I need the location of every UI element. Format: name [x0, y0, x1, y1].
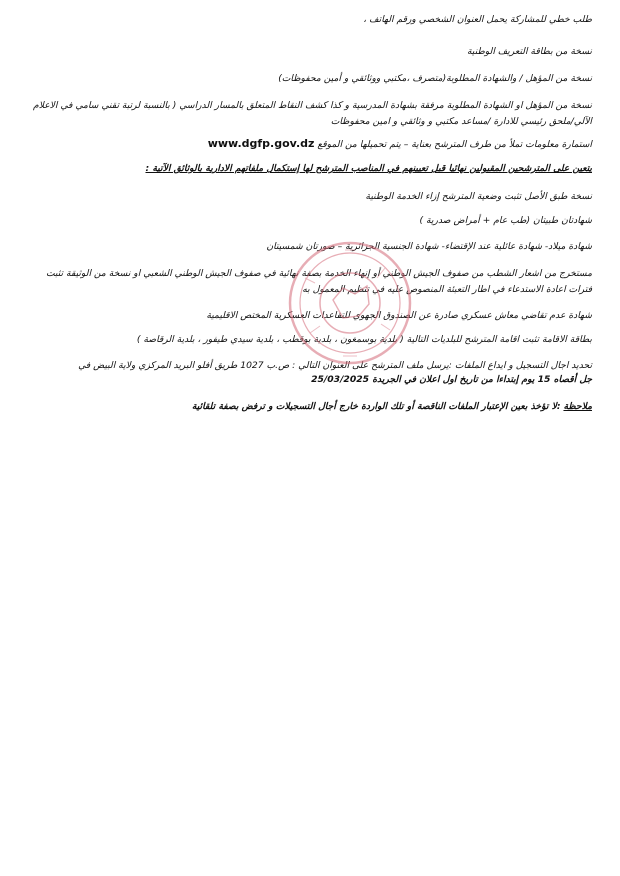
note-text: :لا تؤخذ بعين الإعتبار الملفات الناقصة أو تلك الواردة خارج أجال التسجيلات و ترفض بصفة تلقائية [191, 401, 561, 412]
deadline-duration: جل أقصاه 15 يوم إبتداءا من تاريخ اول اعلان في الجريدة 25/03/2025 [311, 374, 592, 385]
section-heading-final-documents: يتعين على المترشحين المقبولين نهائيا قبل تعيينهم في المناصب المترشح لها إستكمال ملفاتهم الادارية بالوثائق الآتية : [145, 163, 592, 174]
document-no-military-pension: شهادة عدم تقاضي معاش عسكري صادرة عن الصندوق الجهوي للتقاعدات العسكرية المختص الاقليمية [206, 310, 592, 321]
document-medical-certificates: شهادتان طبيتان (طب عام + أمراض صدرية ) [419, 215, 592, 226]
official-stamp-icon [285, 238, 415, 368]
deadline-submission: تحديد اجال التسجيل و ايداع الملفات :يرسل ملف المترشح على العنوان التالي : ص.ب 1027 طريق أفلو البريد المركزي ولاية البيض في [78, 360, 592, 371]
document-national-service: نسخة طبق الأصل تثبت وضعية المترشح إزاء الخدمة الوطنية [365, 191, 592, 202]
requirement-qualification: نسخة من المؤهل / والشهادة المطلوبة(متصرف ،مكتبي ووثائقي و أمين محفوظات) [278, 73, 592, 84]
document-residence-card: بطاقة الاقامة تثبت اقامة المترشح للبلديات التالية ( بلدية بوسمغون ، بلدية بوقطب ، بلدية سيدي طيفور ، بلدية الرقاصة ) [136, 334, 592, 345]
website-link[interactable]: www.dgfp.gov.dz [207, 137, 315, 150]
note-label: ملاحظة [563, 401, 592, 412]
note [192, 401, 592, 413]
document-military-discharge-cont: فترات اعادة الاستدعاء في اطار التعبئة المنصوص عليه في تنظيم المعمول به [302, 284, 592, 295]
requirement-info-form [208, 138, 592, 151]
requirement-written-request: طلب خطي للمشاركة يحمل العنوان الشخصي ورقم الهاتف ، [363, 14, 592, 25]
requirement-qualification-transcript: نسخة من المؤهل او الشهادة المطلوبة مرفقة بشهادة المدرسية و كذا كشف النقاط المتعلق بالمسار الدراسي ( بالنسبة لرتبة تقني سامي في الاعلام [33, 100, 592, 111]
document-military-discharge: مستخرج من اشعار الشطب من صفوف الجيش الوطني أو إنهاء الخدمة بصفة نهائية في صفوف الجيش الوطني الشعبي او نسخة من الوثيقة تثبت [45, 268, 592, 279]
info-form-text: استمارة معلومات تملأ من طرف المترشح بعناية – يتم تحميلها من الموقع [317, 139, 592, 150]
document-birth-family-nationality: شهادة ميلاد- شهادة عائلية عند الإقتضاء- شهادة الجنسية الجزائرية – صورتان شمسيتان [266, 241, 592, 252]
requirement-national-id: نسخة من بطاقة التعريف الوطنية [467, 46, 592, 57]
requirement-qualification-transcript-cont: الآلي/ملحق رئيسي للادارة /مساعد مكتبي و وثائقي و امين محفوظات [330, 116, 592, 127]
